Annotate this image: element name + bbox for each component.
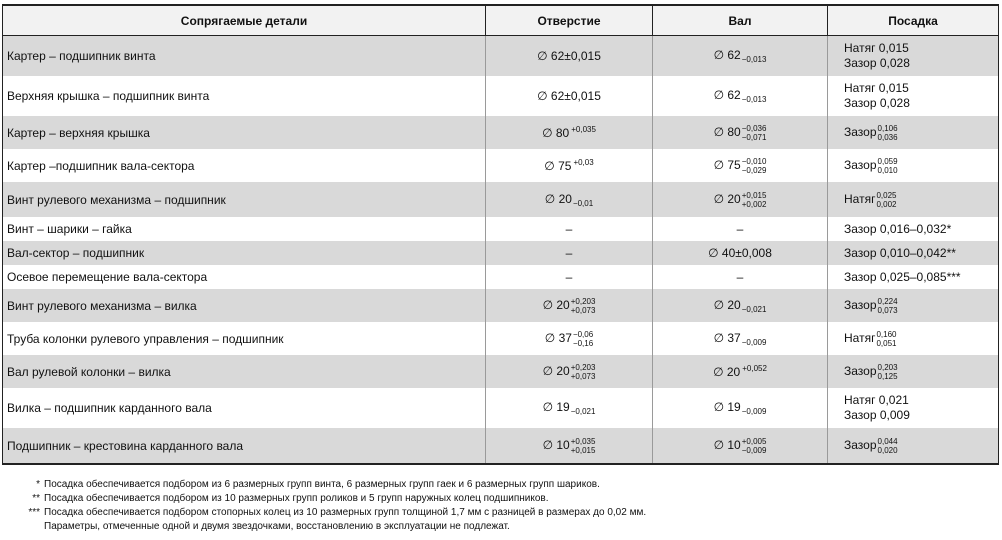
parts-name: Винт – шарики – гайка [7, 222, 132, 236]
table-row [3, 116, 999, 149]
tolerance-upper: −0,010 [741, 156, 767, 166]
header-shaft: Вал [653, 5, 828, 36]
footnote [2, 492, 998, 506]
tolerance-upper: −0,036 [741, 123, 767, 133]
tolerance-lower: −0,009 [741, 445, 767, 455]
cell-shaft [653, 149, 828, 182]
fit-line: Натяг 0,015 [844, 81, 909, 95]
cell-hole [486, 36, 653, 77]
tolerance-lower: 0,125 [877, 371, 898, 381]
fit-lines [844, 41, 994, 71]
cell-parts [3, 149, 486, 182]
tolerance-stack [878, 124, 898, 142]
tolerance-lower: −0,013 [741, 95, 767, 104]
tolerance-upper: +0,015 [741, 190, 767, 200]
cell-fit [828, 149, 999, 182]
cell-shaft [653, 182, 828, 217]
fit-lines [844, 81, 994, 111]
value-base: – [736, 270, 744, 284]
fit-line: Зазор 0,028 [844, 56, 910, 70]
parts-name: Вал-сектор – подшипник [7, 246, 145, 260]
tolerance-stack [571, 437, 596, 455]
header-hole: Отверстие [486, 5, 653, 36]
cell-parts [3, 241, 486, 265]
cell-shaft [653, 388, 828, 428]
value-base: Натяг [844, 330, 876, 345]
cell-hole [486, 289, 653, 322]
tolerance-lower: 0,036 [877, 132, 898, 142]
fit-line: Зазор 0,009 [844, 408, 910, 422]
cell-fit [828, 322, 999, 355]
parts-name: Картер –подшипник вала-сектора [7, 158, 195, 173]
value-base: ∅ 20 [713, 297, 741, 312]
tolerance-stack [878, 437, 898, 455]
parts-name: Вал рулевой колонки – вилка [7, 364, 171, 379]
footnote [2, 520, 998, 534]
value-base: Зазор [844, 297, 877, 312]
tolerance-upper: 0,044 [877, 436, 898, 446]
value-base: ∅ 62±0,015 [537, 89, 601, 103]
footnote-text: Посадка обеспечивается подбором стопорных колец из 10 размерных групп толщиной 1,7 мм с разницей в размерах до 0,02 мм. [44, 507, 647, 518]
tolerance-upper: 0,106 [877, 123, 898, 133]
cell-parts [3, 36, 486, 77]
value-base: ∅ 37 [713, 330, 741, 345]
tolerance-lower: −0,009 [741, 407, 767, 416]
cell-parts [3, 116, 486, 149]
tolerance-upper: +0,052 [742, 364, 767, 373]
header-parts: Сопрягаемые детали [3, 5, 486, 36]
fit-text: Зазор 0,025–0,085*** [844, 270, 961, 284]
tolerance-lower: −0,013 [741, 55, 767, 64]
table-row [3, 76, 999, 116]
table-row [3, 241, 999, 265]
tolerance-stack [878, 297, 898, 315]
fit-line: Натяг 0,015 [844, 41, 909, 55]
tolerance-lower: −0,021 [570, 407, 596, 416]
tolerance-lower: −0,16 [572, 338, 594, 348]
footnote-mark [2, 520, 44, 534]
cell-hole [486, 149, 653, 182]
cell-hole [486, 428, 653, 464]
tolerance-lower: 0,051 [876, 338, 897, 348]
tolerance-lower: −0,071 [741, 132, 767, 142]
table-row [3, 149, 999, 182]
cell-fit [828, 388, 999, 428]
value-base: – [565, 222, 573, 236]
cell-fit [828, 182, 999, 217]
parts-name: Осевое перемещение вала-сектора [7, 270, 208, 284]
value-base: ∅ 20 [713, 191, 741, 206]
value-base: Зазор [844, 124, 877, 139]
value-base: – [565, 246, 573, 260]
cell-hole [486, 76, 653, 116]
cell-parts [3, 322, 486, 355]
tolerance-lower: +0,015 [570, 445, 596, 455]
tolerance-stack [876, 330, 896, 348]
value-base: ∅ 37 [544, 330, 572, 345]
tolerance-upper: +0,035 [571, 125, 596, 134]
tolerance-stack [571, 297, 596, 315]
cell-fit [828, 217, 999, 241]
tolerance-stack [878, 157, 898, 175]
cell-hole [486, 241, 653, 265]
parts-name: Картер – верхняя крышка [7, 125, 150, 140]
cell-shaft [653, 36, 828, 77]
cell-shaft [653, 265, 828, 289]
cell-shaft [653, 76, 828, 116]
tolerance-lower: +0,002 [741, 199, 767, 209]
table-row [3, 217, 999, 241]
cell-parts [3, 289, 486, 322]
tolerance-stack [742, 157, 767, 175]
fit-text: Зазор 0,016–0,032* [844, 222, 952, 236]
value-base: – [736, 222, 744, 236]
tolerance-lower: 0,020 [877, 445, 898, 455]
value-base: Зазор [844, 363, 877, 378]
fit-line: Зазор 0,028 [844, 96, 910, 110]
tolerance-upper: +0,203 [570, 296, 596, 306]
value-base: ∅ 20 [542, 297, 570, 312]
value-base: Зазор [844, 157, 877, 172]
value-base: Натяг [844, 191, 876, 206]
tolerance-stack [878, 363, 898, 381]
table-header-row [3, 5, 999, 36]
cell-shaft [653, 322, 828, 355]
value-base: Зазор [844, 437, 877, 452]
footnote-mark: ** [32, 493, 40, 504]
table-row [3, 36, 999, 77]
cell-fit [828, 76, 999, 116]
footnotes [2, 478, 998, 534]
footnote-text: Посадка обеспечивается подбором из 6 размерных групп винта, 6 размерных групп гаек и 6 размерных групп шариков. [44, 479, 600, 490]
tolerance-lower: −0,009 [741, 337, 767, 347]
tolerance-lower: +0,073 [570, 305, 596, 315]
cell-parts [3, 355, 486, 388]
table-row [3, 289, 999, 322]
value-base: ∅ 40±0,008 [708, 246, 772, 260]
footnote-text: Параметры, отмеченные одной и двумя звездочками, восстановлению в эксплуатации не подлежат. [44, 521, 510, 532]
parts-name: Винт рулевого механизма – вилка [7, 298, 197, 313]
tolerance-lower: 0,073 [877, 305, 898, 315]
value-base: – [565, 270, 573, 284]
tolerance-stack [876, 191, 896, 209]
tolerance-lower: +0,073 [570, 371, 596, 381]
tolerance-lower: 0,002 [876, 199, 897, 209]
table-row [3, 265, 999, 289]
cell-shaft [653, 289, 828, 322]
tolerance-upper: 0,160 [876, 329, 897, 339]
value-base: ∅ 19 [542, 400, 570, 414]
cell-fit [828, 289, 999, 322]
value-base: ∅ 19 [713, 400, 741, 414]
cell-fit [828, 116, 999, 149]
cell-shaft [653, 217, 828, 241]
cell-shaft [653, 428, 828, 464]
tolerance-stack [742, 437, 767, 455]
cell-fit [828, 241, 999, 265]
table-row [3, 322, 999, 355]
footnote-text: Посадка обеспечивается подбором из 10 размерных групп роликов и 5 групп наружных колец подшипников. [44, 493, 549, 504]
cell-hole [486, 355, 653, 388]
tolerance-upper: +0,203 [570, 362, 596, 372]
tolerance-upper: 0,025 [876, 190, 897, 200]
tolerance-lower: −0,01 [572, 198, 594, 208]
fit-text: Зазор 0,010–0,042** [844, 246, 956, 260]
parts-name: Труба колонки рулевого управления – подшипник [7, 331, 284, 346]
tolerance-upper: 0,059 [877, 156, 898, 166]
fit-lines [844, 393, 994, 423]
value-base: ∅ 10 [713, 437, 741, 452]
cell-shaft [653, 241, 828, 265]
tolerance-lower: −0,021 [741, 304, 767, 314]
cell-shaft [653, 116, 828, 149]
table-row [3, 428, 999, 464]
tolerance-upper: 0,203 [877, 362, 898, 372]
value-base: ∅ 20 [544, 191, 572, 206]
tolerance-stack [573, 330, 593, 348]
cell-shaft [653, 355, 828, 388]
tolerance-stack [742, 191, 767, 209]
parts-name: Подшипник – крестовина карданного вала [7, 438, 244, 453]
parts-name: Вилка – подшипник карданного вала [7, 401, 212, 415]
cell-hole [486, 116, 653, 149]
table-row [3, 355, 999, 388]
cell-hole [486, 265, 653, 289]
tolerance-upper: +0,005 [741, 436, 767, 446]
value-base: ∅ 75 [713, 157, 741, 172]
cell-fit [828, 265, 999, 289]
footnote [2, 478, 998, 492]
footnote-mark: *** [28, 507, 40, 518]
parts-name: Верхняя крышка – подшипник винта [7, 89, 210, 103]
cell-parts [3, 217, 486, 241]
fits-table [2, 4, 999, 465]
value-base: ∅ 62±0,015 [537, 49, 601, 63]
cell-hole [486, 322, 653, 355]
tolerance-upper: 0,224 [877, 296, 898, 306]
cell-fit [828, 355, 999, 388]
tolerance-lower: −0,029 [741, 165, 767, 175]
header-fit: Посадка [828, 5, 999, 36]
fit-line: Натяг 0,021 [844, 393, 909, 407]
cell-hole [486, 182, 653, 217]
tolerance-lower: 0,010 [877, 165, 898, 175]
cell-parts [3, 388, 486, 428]
value-base: ∅ 80 [542, 126, 570, 140]
cell-fit [828, 428, 999, 464]
parts-name: Винт рулевого механизма – подшипник [7, 192, 226, 207]
table-row [3, 182, 999, 217]
tolerance-upper: +0,03 [573, 158, 594, 167]
cell-parts [3, 265, 486, 289]
value-base: ∅ 75 [544, 159, 572, 173]
value-base: ∅ 20 [713, 365, 741, 379]
cell-parts [3, 76, 486, 116]
cell-parts [3, 182, 486, 217]
tolerance-upper: −0,06 [572, 329, 594, 339]
tolerance-upper: +0,035 [570, 436, 596, 446]
value-base: ∅ 10 [542, 437, 570, 452]
spec-table-container [2, 4, 998, 532]
table-row [3, 388, 999, 428]
footnote [2, 506, 998, 520]
cell-hole [486, 217, 653, 241]
cell-hole [486, 388, 653, 428]
parts-name: Картер – подшипник винта [7, 49, 156, 63]
value-base: ∅ 20 [542, 363, 570, 378]
value-base: ∅ 80 [713, 124, 741, 139]
value-base: ∅ 62 [713, 88, 741, 102]
tolerance-stack [742, 124, 767, 142]
cell-parts [3, 428, 486, 464]
value-base: ∅ 62 [713, 48, 741, 62]
cell-fit [828, 36, 999, 77]
footnote-mark: * [36, 479, 40, 490]
tolerance-stack [571, 363, 596, 381]
